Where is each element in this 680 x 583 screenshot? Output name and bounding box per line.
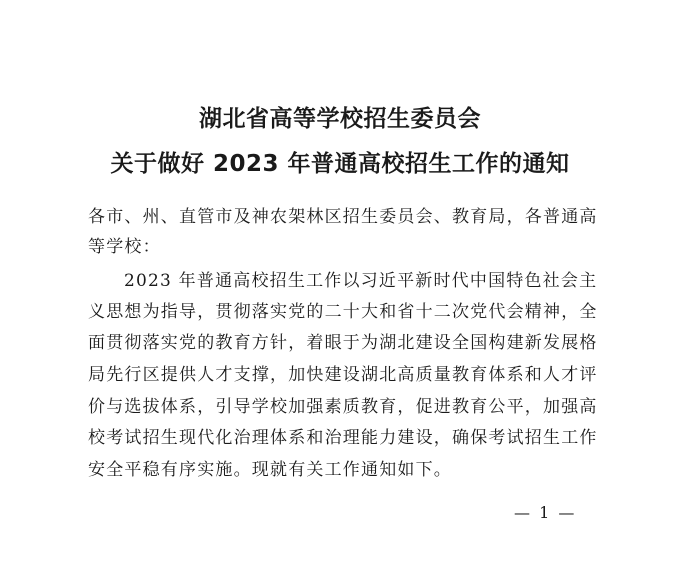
document-title-line-2: 关于做好 2023 年普通高校招生工作的通知: [110, 151, 570, 177]
paragraph-line-1: 2023 年普通高校招生工作以习近平新时代中国特色社会主: [124, 271, 598, 291]
salutation-line-1: 各市、州、直管市及神农架林区招生委员会、教育局，各普通高: [88, 207, 598, 227]
paragraph-line-6: 校考试招生现代化治理体系和治理能力建设，确保考试招生工作: [88, 428, 598, 448]
salutation-line-2: 等学校：: [88, 237, 161, 257]
paragraph-line-4: 局先行区提供人才支撑，加快建设湖北高质量教育体系和人才评: [88, 365, 598, 385]
document-title-line-1: 湖北省高等学校招生委员会: [199, 106, 481, 132]
paragraph-line-5: 价与选拔体系，引导学校加强素质教育，促进教育公平，加强高: [88, 397, 598, 417]
paragraph-line-7: 安全平稳有序实施。现就有关工作通知如下。: [88, 460, 452, 480]
page-number: — 1 —: [514, 503, 577, 522]
paragraph-line-3: 面贯彻落实党的教育方针，着眼于为湖北建设全国构建新发展格: [88, 333, 598, 353]
paragraph-line-2: 义思想为指导，贯彻落实党的二十大和省十二次党代会精神，全: [88, 302, 598, 322]
